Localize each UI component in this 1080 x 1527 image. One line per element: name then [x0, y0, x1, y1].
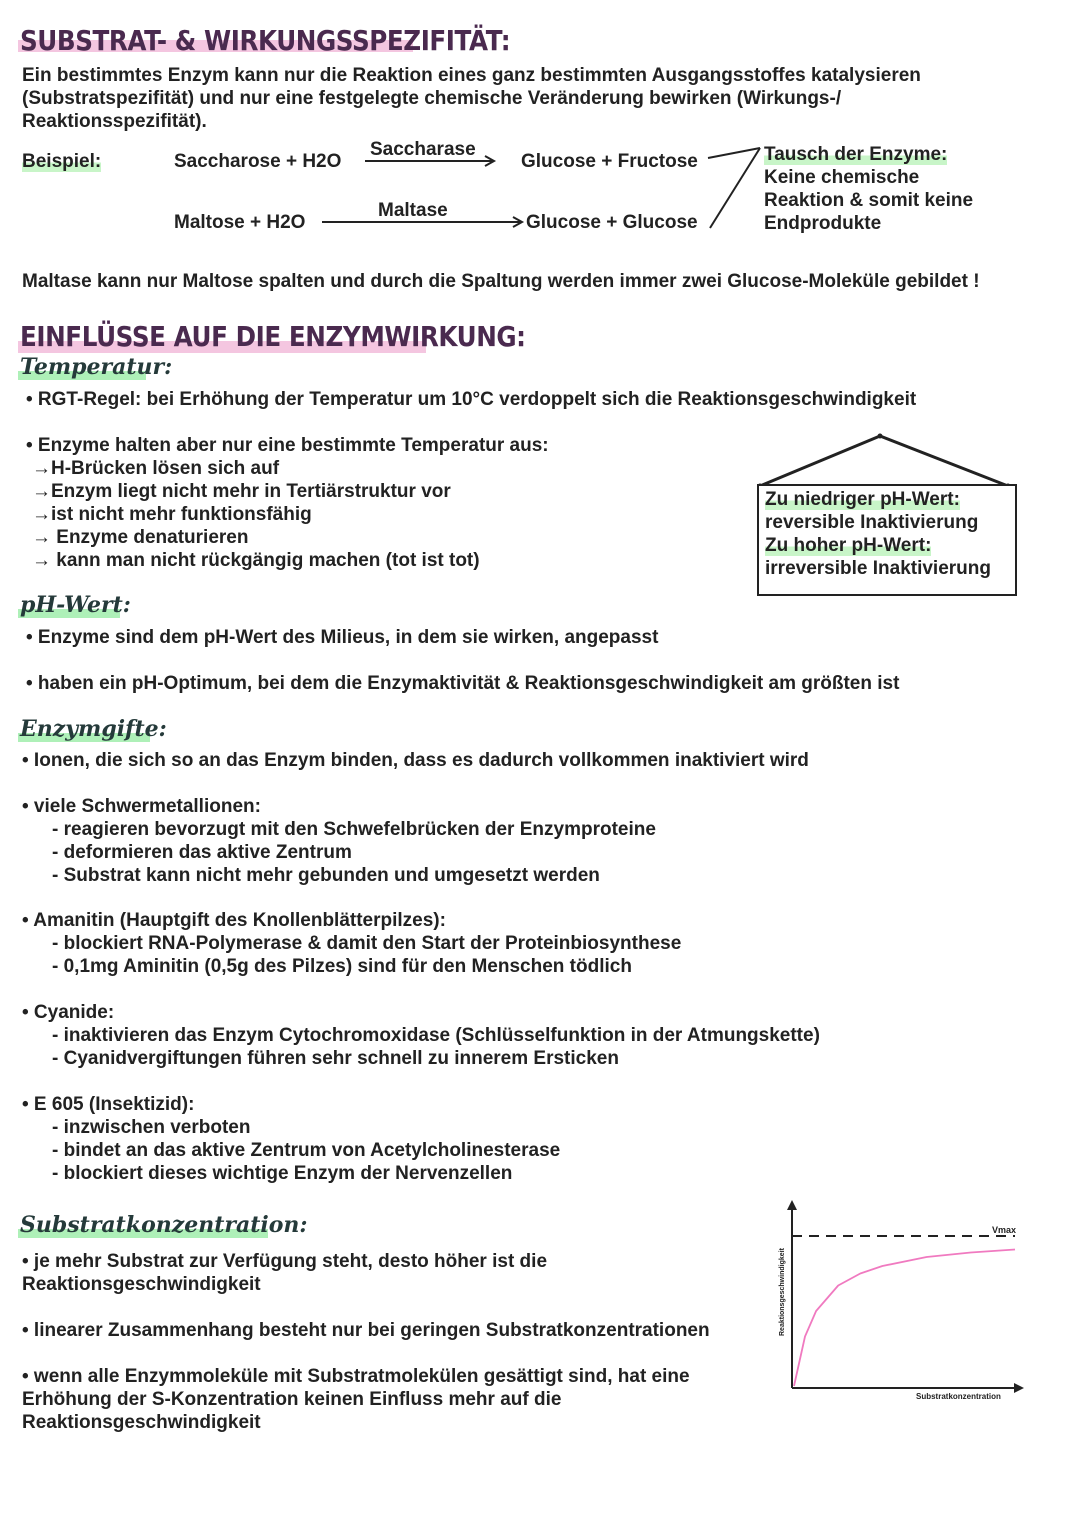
temp-arrow-5: → kann man nicht rückgängig machen (tot ist tot)	[32, 550, 480, 571]
ph-low-text: reversible Inaktivierung	[765, 512, 979, 533]
reaction2-products: Glucose + Glucose	[526, 212, 698, 233]
cyanide-item-2: - Cyanidvergiftungen führen sehr schnell zu innerem Ersticken	[52, 1048, 619, 1069]
e605-item-1: - inzwischen verboten	[52, 1117, 251, 1138]
ph-bullet-2: • haben ein pH-Optimum, bei dem die Enzymaktivität & Reaktionsgeschwindigkeit am größten ist	[26, 673, 900, 694]
ph-high-label: Zu hoher pH-Wert:	[765, 535, 932, 556]
swap-line-3: Endprodukte	[764, 213, 882, 234]
heavy-metals-item-1: - reagieren bevorzugt mit den Schwefelbrücken der Enzymproteine	[52, 819, 656, 840]
substrate-bullet-2: • linearer Zusammenhang besteht nur bei geringen Substratkonzentrationen	[22, 1320, 710, 1341]
heavy-metals-item-3: - Substrat kann nicht mehr gebunden und umgesetzt werden	[52, 865, 600, 886]
chart-y-label: Reaktionsgeschwindigkeit	[779, 1248, 786, 1336]
example-label: Beispiel:	[22, 151, 102, 172]
maltase-conclusion: Maltase kann nur Maltose spalten und durch die Spaltung werden immer zwei Glucose-Moleküle gebildet !	[22, 271, 980, 292]
ph-high-text: irreversible Inaktivierung	[765, 558, 991, 579]
temp-arrow-3: →ist nicht mehr funktionsfähig	[32, 504, 312, 525]
amanitin-item-2: - 0,1mg Aminitin (0,5g des Pilzes) sind für den Menschen tödlich	[52, 956, 632, 977]
intro-paragraph: Ein bestimmtes Enzym kann nur die Reaktion eines ganz bestimmten Ausgangsstoffes katalysieren (Substratspezifität) und nur eine festgelegte chemische Veränderung bewirken (Wirkungs-/ Reaktionsspezifität).	[22, 65, 921, 132]
poison-bullet-ions: • Ionen, die sich so an das Enzym binden, dass es dadurch vollkommen inaktiviert wird	[22, 750, 809, 771]
temperature-limit: • Enzyme halten aber nur eine bestimmte Temperatur aus:	[26, 435, 549, 456]
reaction2-enzyme: Maltase	[378, 200, 448, 221]
swap-line-1: Keine chemische	[764, 167, 920, 188]
chart-x-label: Substratkonzentration	[916, 1392, 1001, 1401]
temp-arrow-4: → Enzyme denaturieren	[32, 527, 249, 548]
substrate-chart	[770, 1196, 1030, 1406]
e605-item-2: - bindet an das aktive Zentrum von Acetylcholinesterase	[52, 1140, 561, 1161]
section-title-specificity: SUBSTRAT- & WIRKUNGSSPEZIFITÄT:	[20, 24, 511, 57]
cyanide-title: • Cyanide:	[22, 1002, 115, 1023]
temp-arrow-2: →Enzym liegt nicht mehr in Tertiärstruktur vor	[32, 481, 451, 502]
heading-ph: pH-Wert:	[20, 592, 131, 618]
heavy-metals-item-2: - deformieren das aktive Zentrum	[52, 842, 352, 863]
e605-title: • E 605 (Insektizid):	[22, 1094, 195, 1115]
ph-bullet-1: • Enzyme sind dem pH-Wert des Milieus, in dem sie wirken, angepasst	[26, 627, 659, 648]
section-title-influences: EINFLÜSSE AUF DIE ENZYMWIRKUNG:	[20, 320, 526, 353]
ph-box-roof	[750, 430, 1020, 490]
heading-substrate: Substratkonzentration:	[20, 1212, 308, 1238]
substrate-bullet-3: • wenn alle Enzymmoleküle mit Substratmolekülen gesättigt sind, hat eine Erhöhung der S-Konzentration keinen Einfluss mehr auf die Reaktionsgeschwindigkeit	[22, 1366, 690, 1433]
heading-poisons: Enzymgifte:	[20, 716, 167, 742]
rgt-rule: • RGT-Regel: bei Erhöhung der Temperatur um 10°C verdoppelt sich die Reaktionsgeschwindigkeit	[26, 389, 917, 410]
reaction1-products: Glucose + Fructose	[521, 151, 698, 172]
cyanide-item-1: - inaktivieren das Enzym Cytochromoxidase (Schlüsselfunktion in der Atmungskette)	[52, 1025, 820, 1046]
swap-line-2: Reaktion & somit keine	[764, 190, 974, 211]
e605-item-3: - blockiert dieses wichtige Enzym der Nervenzellen	[52, 1163, 513, 1184]
amanitin-item-1: - blockiert RNA-Polymerase & damit den Start der Proteinbiosynthese	[52, 933, 682, 954]
ph-info-box	[757, 484, 1017, 596]
reaction1-enzyme: Saccharase	[370, 139, 476, 160]
swap-title: Tausch der Enzyme:	[764, 144, 948, 165]
reaction2-reactants: Maltose + H2O	[174, 212, 306, 233]
chart-x-arrowhead	[1014, 1383, 1024, 1393]
chart-vmax-label: Vmax	[992, 1225, 1017, 1235]
amanitin-title: • Amanitin (Hauptgift des Knollenblätterpilzes):	[22, 910, 446, 931]
reaction1-reactants: Saccharose + H2O	[174, 151, 342, 172]
swap-line-top	[708, 148, 760, 158]
temp-arrow-1: →H-Brücken lösen sich auf	[32, 458, 280, 479]
chart-y-arrowhead	[787, 1200, 797, 1210]
substrate-bullet-1: • je mehr Substrat zur Verfügung steht, desto höher ist die Reaktionsgeschwindigkeit	[22, 1251, 548, 1295]
ph-low-label: Zu niedriger pH-Wert:	[765, 489, 960, 510]
chart-series-line	[794, 1250, 1015, 1387]
heavy-metals-title: • viele Schwermetallionen:	[22, 796, 261, 817]
heading-temperature: Temperatur:	[20, 354, 173, 380]
swap-line-diagonal	[710, 148, 760, 228]
